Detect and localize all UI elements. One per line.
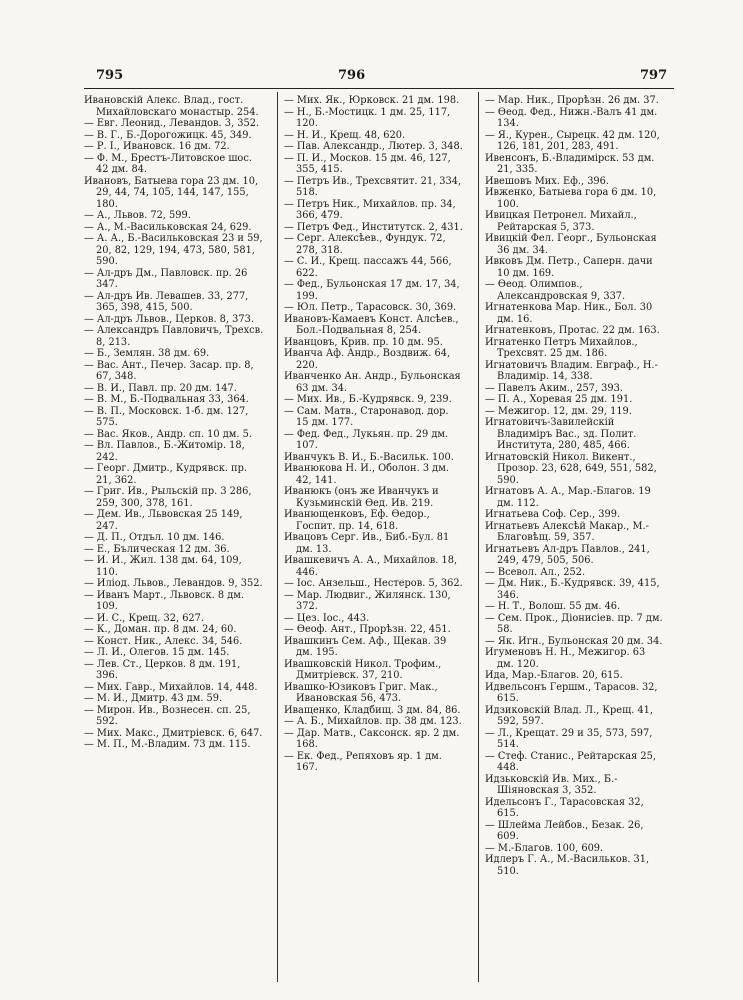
directory-entry: — Евг. Леонид., Левандов. 3, 352.	[84, 118, 260, 129]
directory-entry: — Іос. Анзельш., Нестеров. 5, 362.	[284, 578, 463, 589]
column-3	[485, 95, 665, 877]
directory-entry: Ида, Мар.-Благов. 20, 615.	[485, 670, 623, 681]
directory-entry: Иванюкъ (онъ же Иванчукъ и Кузьминскій Ѳед. Ив. 219.	[284, 486, 439, 509]
directory-entry: — Григ. Ив., Рыльскій пр. 3 286, 259, 300, 378, 161.	[84, 486, 252, 509]
directory-entry: Ивенсонъ, Б.-Владиміpск. 53 дм. 21, 335.	[485, 152, 655, 175]
directory-entry: — Р. І., Ивановск. 16 дм. 72.	[84, 141, 230, 152]
directory-entry: Игнатьевъ Алексѣй Макар., М.-Благовѣщ. 59, 357.	[485, 520, 649, 543]
directory-entry: Иванченко Ан. Андр., Бульонская 63 дм. 34.	[284, 371, 461, 394]
directory-entry: — Ѳеоф. Ант., Прорѣзн. 22, 451.	[284, 624, 451, 635]
directory-entry: Игнатенковъ, Протас. 22 дм. 163.	[485, 325, 660, 336]
directory-entry: — Дм. Ник., Б.-Кудрявск. 39, 415, 346.	[485, 578, 660, 601]
directory-entry: Иващенко, Кладбищ. 3 дм. 84, 86.	[284, 704, 461, 716]
column-1	[84, 95, 264, 751]
directory-entry: — Мих. Макс., Дмитріевск. 6, 647.	[84, 727, 263, 739]
directory-entry: — Ѳеод. Фед., Нижн.-Валъ 41 дм. 134.	[485, 106, 658, 129]
header-rule	[84, 88, 674, 89]
directory-entry: Ивановъ, Батыева гора 23 дм. 10, 29, 44, 74, 105, 144, 147, 155, 180.	[84, 175, 259, 210]
column-2	[284, 95, 464, 774]
directory-entry: — Иванъ Март., Львовск. 8 дм. 109.	[84, 589, 244, 612]
directory-entry: Ивановскій Алекс. Влад., гост. Михайловскаго монастыр. 254.	[84, 95, 259, 118]
directory-entry: Идлеръ Г. А., М.-Васильков. 31, 510.	[485, 854, 650, 877]
directory-entry: — Стеф. Станис., Рейтарская 25, 448.	[485, 750, 656, 773]
directory-entry: — Вас. Ант., Печер. Засар. пр. 8, 67, 348.	[84, 359, 254, 382]
directory-entry: Игнатьевъ Ал-дръ Павлов., 241, 249, 479, 505, 506.	[485, 543, 650, 566]
directory-entry: Игнатенкова Мар. Ник., Бол. 30 дм. 16.	[485, 302, 653, 325]
directory-entry: Идвельсонъ Гершм., Тарасов. 32, 615.	[485, 681, 658, 704]
directory-entry: — Н., Б.-Мостицк. 1 дм. 25, 117, 120.	[284, 106, 451, 129]
directory-entry: — М. П., М.-Владим. 73 дм. 115.	[84, 739, 251, 750]
directory-entry: Игнатенко Петръ Михайлов., Трехсвят. 25 дм. 186.	[485, 336, 638, 359]
directory-entry: Ивицкій Фел. Георг., Бульонская 36 дм. 34.	[485, 233, 657, 256]
directory-entry: — К., Доман. пр. 8 дм. 24, 60.	[84, 624, 237, 635]
directory-entry: Ивковъ Дм. Петр., Саперн. дачи 10 дм. 169.	[485, 256, 653, 279]
directory-entry: Иванцовъ, Крив. пр. 10 дм. 95.	[284, 336, 443, 348]
directory-entry: — С. И., Крещ. пассажъ 44, 566, 622.	[284, 256, 452, 279]
directory-entry: — Ѳеод. Олимпов., Александровская 9, 337.	[485, 279, 626, 302]
directory-entry: — Е., Бълическая 12 дм. 36.	[84, 543, 230, 555]
directory-entry: — Петръ Ив., Трехсвятит. 21, 334, 518.	[284, 175, 462, 198]
directory-entry: — Петръ Ник., Михайлов. пр. 34, 366, 479.	[284, 198, 456, 221]
directory-entry: — Фед., Бульонская 17 дм. 17, 34, 199.	[284, 279, 460, 302]
directory-entry: — Александръ Павловичъ, Трехсв. 8, 213.	[84, 325, 264, 348]
directory-entry: Игнатовскій Никол. Викент., Прозор. 23, 628, 649, 551, 582, 590.	[485, 451, 657, 486]
directory-entry: — Дар. Матв., Саксонск. яр. 2 дм. 168.	[284, 727, 460, 750]
directory-entry: — Мих. Гавр., Михайлов. 14, 448.	[84, 681, 258, 693]
directory-entry: — Серг. Алексѣев., Фундук. 72, 278, 318.	[284, 233, 446, 256]
directory-entry: — П. А., Хоревая 25 дм. 191.	[485, 394, 633, 405]
directory-entry: — Н. И., Крещ. 48, 620.	[284, 129, 406, 141]
directory-entry: — Д. П., Отдъл. 10 дм. 146.	[84, 532, 225, 543]
directory-entry: — М.-Благов. 100, 609.	[485, 842, 604, 854]
directory-entry: — М. И., Дмитр. 43 дм. 59.	[84, 693, 223, 704]
directory-entry: — Мирон. Ив., Вознесен. сп. 25, 592.	[84, 704, 251, 727]
directory-entry: — Всевол. Ал., 252.	[485, 566, 586, 578]
directory-entry: Ивацовъ Серг. Ив., Биб.-Бул. 81 дм. 13.	[284, 532, 450, 555]
directory-entry: — Н. Т., Волош. 55 дм. 46.	[485, 601, 621, 612]
directory-entry: Идельсонъ Г., Тарасовская 32, 615.	[485, 796, 644, 819]
directory-entry: Ивешовъ Мих. Еф., 396.	[485, 175, 610, 187]
directory-entry: Иванча Аф. Андр., Воздвиж. 64, 220.	[284, 348, 451, 371]
directory-entry: — Фед. Фед., Лукьян. пр. 29 дм. 107.	[284, 428, 449, 451]
directory-entry: — Сем. Прок., Діонисіев. пр. 7 дм. 58.	[485, 612, 663, 635]
directory-entry: Ивашковскій Никол. Трофим., Дмитріевск. 37, 210.	[284, 658, 442, 681]
directory-entry: Игнатовичъ-Завилейскій Владиміръ Вас., зд. Полит. Института, 280, 485, 466.	[485, 417, 637, 451]
directory-entry: Иванюкова Н. И., Оболон. 3 дм. 42, 141.	[284, 463, 449, 486]
directory-entry: — Межигор. 12, дм. 29, 119.	[485, 405, 632, 417]
directory-entry: — Мих. Ив., Б.-Кудрявск. 9, 239.	[284, 394, 452, 405]
directory-entry: — А., Львов. 72, 599.	[84, 210, 191, 221]
directory-entry: — Ек. Фед., Репяховъ яр. 1 дм. 167.	[284, 750, 442, 773]
directory-entry: Идзиковскій Влад. Л., Крещ. 41, 592, 597.	[485, 704, 653, 727]
directory-entry: Игуменовъ Н. Н., Межигор. 63 дм. 120.	[485, 647, 646, 670]
directory-entry: Ивашкинъ Сем. Аф., Щекав. 39 дм. 195.	[284, 635, 447, 658]
directory-entry: Ивицкая Петронел. Михайл., Рейтарская 5, 373.	[485, 210, 637, 233]
page-number-left: 795	[96, 68, 124, 83]
directory-entry: Ивашкевичъ А. А., Михайлов. 18, 446.	[284, 555, 458, 578]
directory-entry: Игнатовичъ Владим. Евграф., Н.-Владимір. 14, 338.	[485, 359, 658, 382]
directory-entry: — И. С., Крещ. 32, 627.	[84, 612, 205, 624]
page-number-right: 797	[640, 68, 668, 83]
directory-entry: — Вл. Павлов., Б.-Житомір. 18, 242.	[84, 440, 245, 463]
directory-entry: — Цез. Іос., 443.	[284, 612, 370, 624]
directory-entry: Идзьковскій Ив. Мих., Б.-Шіяновская 3, 352.	[485, 773, 618, 796]
directory-entry: — Ал-дръ Ив. Левашев. 33, 277, 365, 398, 415, 500.	[84, 290, 249, 313]
directory-entry: — Пав. Александр., Лютер. 3, 348.	[284, 141, 463, 152]
directory-entry: — Мар. Ник., Прорѣзн. 26 дм. 37.	[485, 95, 659, 106]
directory-entry: Игнатьева Соф. Сер., 399.	[485, 509, 621, 520]
directory-entry: — В. М., Б.-Подвальная 33, 364.	[84, 394, 249, 405]
directory-entry: — А., М.-Васильковская 24, 629.	[84, 221, 252, 233]
directory-entry: — Як. Игн., Бульонская 20 дм. 34.	[485, 635, 663, 647]
page-number-center: 796	[338, 68, 366, 83]
directory-entry: — Б., Землян. 38 дм. 69.	[84, 348, 210, 359]
directory-entry: Игнатовъ А. А., Мар.-Благов. 19 дм. 112.	[485, 486, 651, 509]
directory-entry: Ивашко-Юзиковъ Григ. Мак., Ивановская 56, 473.	[284, 681, 438, 704]
directory-entry: — Мар. Людвиг., Жилянск. 130, 372.	[284, 589, 451, 612]
directory-entry: — В. Г., Б.-Дорогожицк. 45, 349.	[84, 129, 252, 141]
directory-entry: — П. И., Москов. 15 дм. 46, 127, 355, 415.	[284, 152, 451, 175]
directory-entry: — Лев. Ст., Церков. 8 дм. 191, 396.	[84, 658, 241, 681]
directory-entry: Иванющенковъ, Еф. Ѳедор., Госпит. пр. 14, 618.	[284, 509, 430, 532]
directory-entry: — Георг. Дмитр., Кудрявск. пр. 21, 362.	[84, 463, 247, 486]
directory-entry: — Я., Курен., Сырецк. 42 дм. 120, 126, 181, 201, 283, 491.	[485, 129, 660, 152]
directory-entry: — Петръ Фед., Институтск. 2, 431.	[284, 221, 463, 233]
directory-entry: — В. П., Московск. 1-б. дм. 127, 575.	[84, 405, 249, 428]
directory-entry: — Шлейма Лейбов., Безак. 26, 609.	[485, 819, 644, 842]
column-divider	[277, 92, 278, 982]
directory-entry: — Сам. Матв., Старонавод. дор. 15 дм. 177.	[284, 405, 449, 428]
directory-entry: — А. Б., Михайлов. пр. 38 дм. 123.	[284, 716, 462, 727]
directory-entry: — Дем. Ив., Львовская 25 149, 247.	[84, 509, 243, 532]
directory-entry: — Ал-дръ Львов., Церков. 8, 373.	[84, 313, 254, 325]
directory-entry: — Вас. Яков., Андр. сп. 10 дм. 5.	[84, 428, 252, 440]
directory-entry: Ивановъ-Камаевъ Конст. Алсѣев., Бол.-Подвальная 8, 254.	[284, 313, 459, 336]
directory-entry: — Конст. Ник., Алекс. 34, 546.	[84, 635, 243, 647]
directory-entry: — Юл. Петр., Тарасовск. 30, 369.	[284, 302, 457, 313]
directory-entry: — А. А., Б.-Васильковская 23 и 59, 20, 82, 129, 194, 473, 580, 581, 590.	[84, 233, 263, 267]
directory-entry: — Павелъ Аким., 257, 393.	[485, 382, 623, 394]
directory-entry: Иванчукъ В. И., Б.-Васильк. 100.	[284, 451, 454, 463]
directory-entry: — Иліод. Львов., Левандов. 9, 352.	[84, 578, 263, 589]
directory-entry: — Ал-дръ Дм., Павловск. пр. 26 347.	[84, 267, 248, 290]
directory-entry: Ивженко, Батыева гора 6 дм. 10, 100.	[485, 187, 657, 210]
directory-entry: — Л., Крещат. 29 и 35, 573, 597, 514.	[485, 727, 653, 750]
directory-entry: — Л. И., Олегов. 15 дм. 145.	[84, 647, 230, 658]
directory-entry: — И. И., Жил. 138 дм. 64, 109, 110.	[84, 555, 242, 578]
column-divider	[478, 92, 479, 982]
directory-entry: — В. И., Павл. пр. 20 дм. 147.	[84, 382, 237, 394]
directory-entry: — Ф. М., Брестъ-Литовское шос. 42 дм. 84.	[84, 152, 252, 175]
directory-entry: — Мих. Як., Юрковск. 21 дм. 198.	[284, 95, 460, 106]
